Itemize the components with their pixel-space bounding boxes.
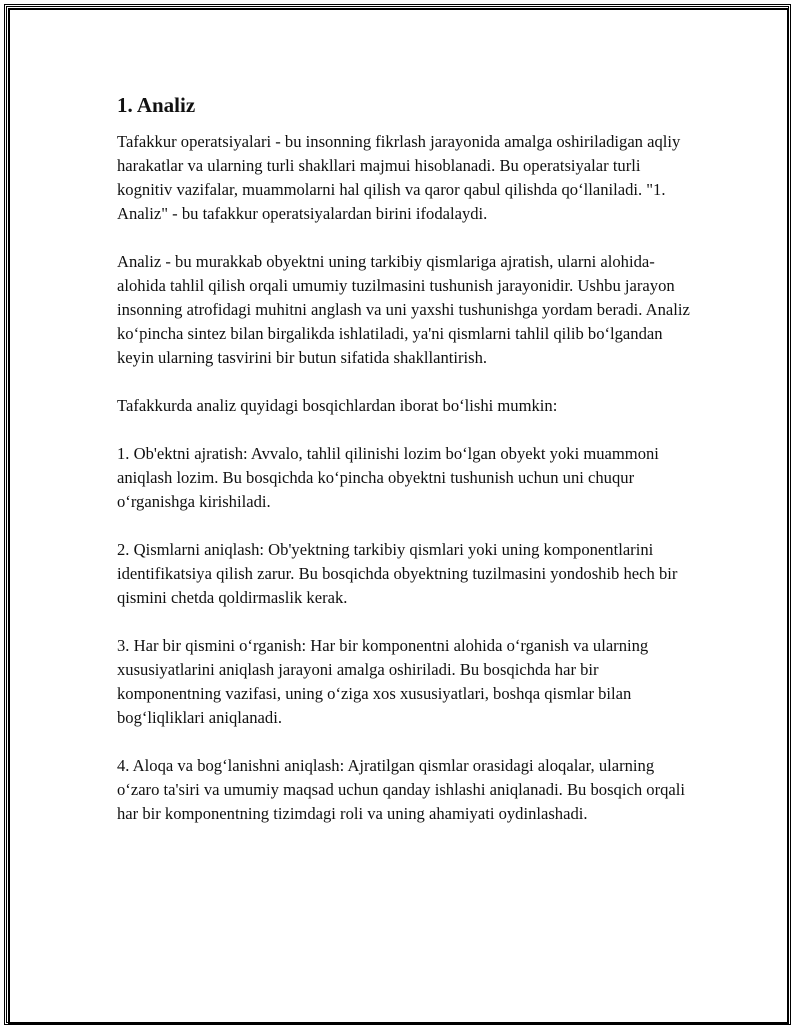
- paragraph-intro: Tafakkur operatsiyalari - bu insonning fikrlash jarayonida amalga oshiriladigan aqliy harakatlar va ularning turli shakllari majmui hisoblanadi. Bu operatsiyalar turli kognitiv vazifalar, muammolarni hal qilish va qaror qabul qilishda qo‘llaniladi. "1. Analiz" - bu tafakkur operatsiyalardan birini ifodalaydi.: [117, 132, 681, 223]
- section-heading: 1. Analiz: [117, 93, 196, 117]
- document-body: [117, 92, 697, 826]
- paragraph-definition: Analiz - bu murakkab obyektni uning tarkibiy qismlariga ajratish, ularni alohida-alohida tahlil qilish orqali umumiy tuzilmasini tushunish jarayonidir. Ushbu jarayon insonning atrofidagi muhitni anglash va uni yaxshi tushunishga yordam beradi. Analiz ko‘pincha sintez bilan birgalikda ishlatiladi, ya'ni qismlarni tahlil qilib bo‘lgandan keyin ularning tasvirini bir butun sifatida shakllantirish.: [117, 252, 690, 367]
- paragraph-stage-4: 4. Aloqa va bog‘lanishni aniqlash: Ajratilgan qismlar orasidagi aloqalar, ularning o‘zaro ta'siri va umumiy maqsad uchun qanday ishlashi aniqlanadi. Bu bosqich orqali har bir komponentning tizimdagi roli va uning ahamiyati oydinlashadi.: [117, 756, 685, 823]
- paragraph-stages-intro: Tafakkurda analiz quyidagi bosqichlardan iborat bo‘lishi mumkin:: [117, 396, 558, 415]
- paragraph-stage-3: 3. Har bir qismini o‘rganish: Har bir komponentni alohida o‘rganish va ularning xususiyatlarini aniqlash jarayoni amalga oshiriladi. Bu bosqichda har bir komponentning vazifasi, uning o‘ziga xos xususiyatlari, boshqa qismlar bilan bog‘liqliklari aniqlanadi.: [117, 636, 649, 727]
- paragraph-stage-2: 2. Qismlarni aniqlash: Ob'yektning tarkibiy qismlari yoki uning komponentlarini identifikatsiya qilish zarur. Bu bosqichda obyektning tuzilmasini yondoshib hech bir qismini chetda qoldirmaslik kerak.: [117, 540, 678, 607]
- paragraph-stage-1: 1. Ob'ektni ajratish: Avvalo, tahlil qilinishi lozim bo‘lgan obyekt yoki muammoni aniqlash lozim. Bu bosqichda ko‘pincha obyektni tushunish uchun uni chuqur o‘rganishga kirishiladi.: [117, 444, 659, 511]
